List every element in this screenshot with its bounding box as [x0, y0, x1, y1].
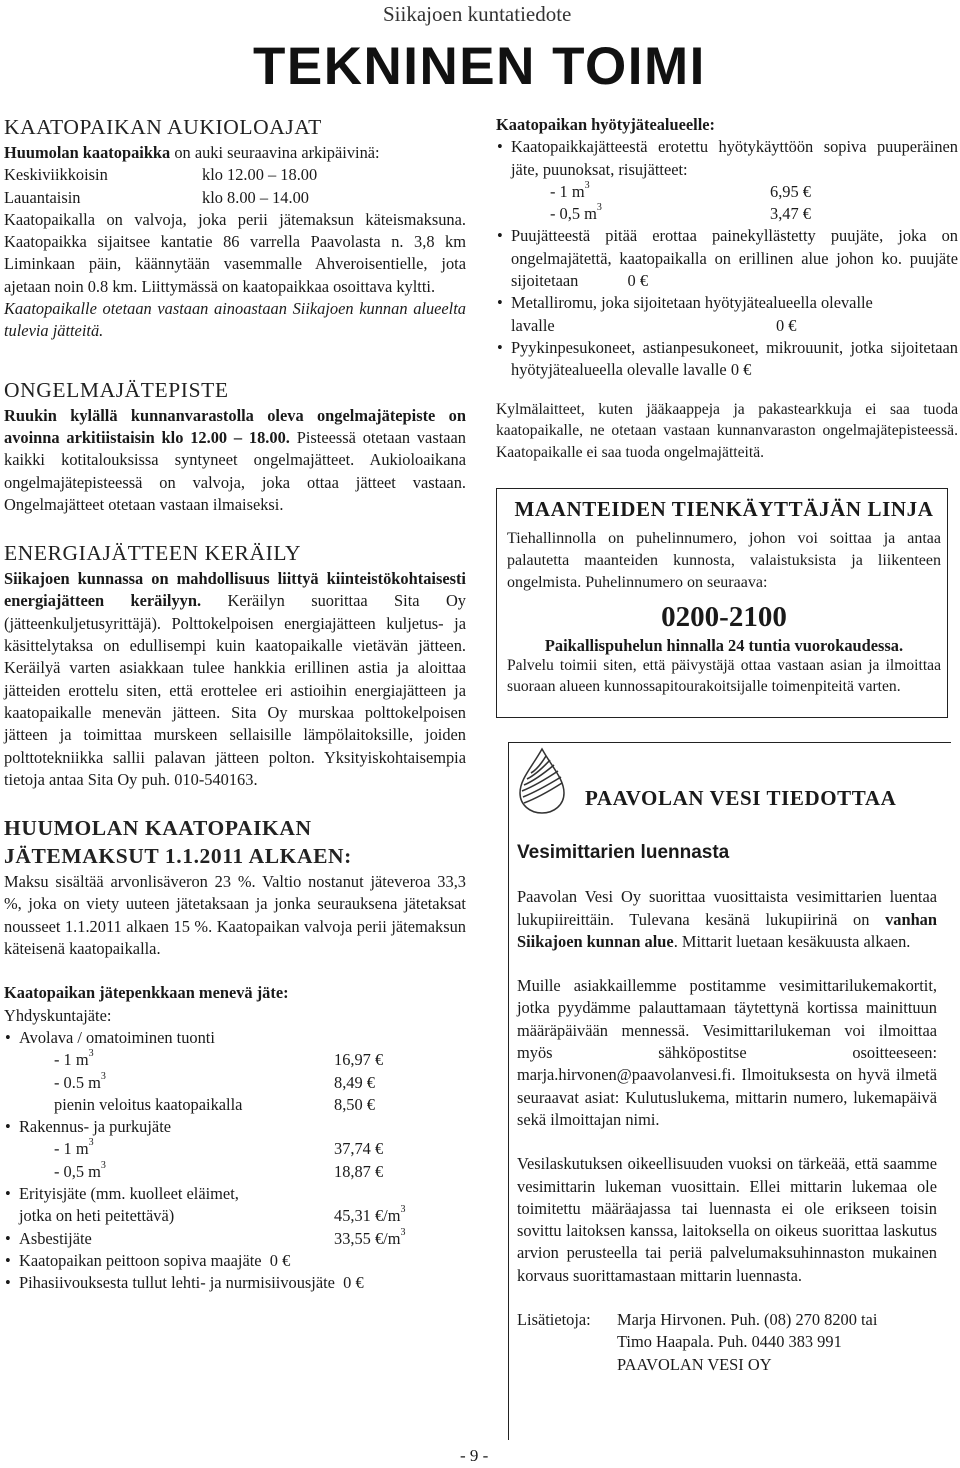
water-notice-paragraph: Muille asiakkaillemme postitamme vesimittarilukemakortit, jotka pyydämme palauttamaan täytettynä kortissa mainittuun määräpäivään mennessä. Vesimittarilukeman voi ilmoittaa myös sähköpostitse osoitteeseen: marja.hirvonen@paavolanvesi.fi. Ilmoituksesta on hyvä ilmetä seuraavat asiat: Kulutuslukema, mittarin numero, lukemapäivä sekä ilmoittajan nimi.	[517, 976, 937, 1129]
price-label: - 1 $m^3$	[550, 179, 590, 201]
price-row	[4, 1161, 466, 1183]
aukiolo-day-row	[4, 164, 466, 186]
energia-paragraph	[4, 568, 466, 791]
jatepenkka-title: Kaatopaikan jätepenkkaan menevä jäte:	[4, 983, 289, 1003]
water-notice-contact	[517, 1309, 937, 1376]
price-item-pihasiivous: • Pihasiivouksesta tullut lehti- ja nurmisiivousjäte 0 €	[4, 1272, 466, 1294]
price-row	[4, 1205, 466, 1227]
price-item-asbesti	[4, 1228, 466, 1250]
road-feedback-phone: 0200-2100	[661, 601, 787, 633]
price-item-rakennus: • Rakennus- ja purkujäte	[4, 1116, 466, 1138]
price-label: pienin veloitus kaatopaikalla	[54, 1094, 243, 1114]
price-value: 3,47 €	[770, 204, 811, 224]
aukiolo-lead	[4, 142, 466, 164]
aukiolo-time: klo 12.00 – 18.00	[202, 165, 318, 185]
contact-label: Lisätietoja:	[517, 1310, 591, 1330]
aukiolo-day: Lauantaisin	[4, 187, 81, 207]
page-title: TEKNINEN TOIMI	[253, 37, 706, 96]
aukiolo-lead-bold: Huumolan kaatopaikka	[4, 143, 171, 162]
contact-line: Timo Haapala. Puh. 0440 383 991	[617, 1332, 842, 1352]
section-title-maksut-2: JÄTEMAKSUT 1.1.2011 ALKAEN:	[4, 844, 352, 869]
water-notice-paragraph: Paavolan Vesi Oy suorittaa vuosittaista vesimittarien luentaa lukupiireittäin. Tulevana kesänä lukupiirinä on vanhan Siikajoen kunnan alue. Mittarit luetaan kesäkuusta alkaen.	[517, 887, 937, 951]
price-value: 37,74 €	[334, 1139, 384, 1159]
price-item-maajate: • Kaatopaikan peittoon sopiva maajäte 0 €	[4, 1250, 466, 1272]
price-label: - 1 $m^3$	[54, 1048, 94, 1070]
price-row	[4, 1049, 466, 1071]
section-title-ongelma: ONGELMAJÄTEPISTE	[4, 377, 229, 402]
hyotyjate-item: • Metalliromu, joka sijoitetaan hyötyjätealueella olevalle lavalle 0 €	[496, 292, 958, 337]
road-feedback-title: MAANTEIDEN TIENKÄYTTÄJÄN LINJA	[514, 497, 934, 521]
hyotyjate-item: • Puujätteestä pitää erottaa painekyllästetty puujäte, joka on ongelmajätettä, kaatopaikalla on erillinen alue johon ko. puujäte sijoitetaan 0 €	[496, 225, 958, 292]
price-label: jotka on heti peitettävä)	[19, 1206, 175, 1226]
page-number: - 9 -	[460, 1446, 489, 1465]
price-row	[496, 181, 958, 203]
price-row	[4, 1138, 466, 1160]
aukiolo-time: klo 8.00 – 14.00	[202, 187, 309, 207]
price-value: 8,50 €	[334, 1094, 375, 1114]
ongelma-paragraph	[4, 405, 466, 516]
ongelma-bold: Ruukin kylällä kunnanvarastolla oleva ongelmajätepiste on avoinna arkitiistaisin klo 12.00 – 18.00.	[4, 405, 466, 447]
contact-line: PAAVOLAN VESI OY	[617, 1354, 772, 1374]
water-notice-heading: Vesimittarien luennasta	[517, 842, 730, 863]
kylma-paragraph: Kylmälaitteet, kuten jääkaappeja ja pakastearkkuja ei saa tuoda kaatopaikalle, ne otetaan vastaan kunnanvaraston ongelmajätepisteessä. Kaatopaikalle ei saa tuoda ongelmajätteitä.	[496, 400, 958, 461]
price-value: 6,95 €	[770, 181, 811, 201]
price-label: - 1 $m^3$	[54, 1137, 94, 1159]
right-column	[496, 114, 958, 463]
maksut-paragraph: Maksu sisältää arvonlisäveron 23 %. Valtio nostanut jäteveroa 33,3 %, joka on viety uuteen jätetaksaan ja jonka seurauksena jätetaksat nousseet 1.1.2011 alkaen 15 %. Kaatopaikan valvoja perii jätemaksun käteisenä kaatopaikalla.	[4, 872, 466, 959]
aukiolo-paragraph: Kaatopaikalla on valvoja, joka perii jätemaksun käteismaksuna. Kaatopaikka sijaitsee kantatie 86 varrella Paavolasta n. 3,8 km Liminkaan päin, käännytään vasemmalle Ahveroisentielle, jota ajetaan noin 0.8 km. Liittymässä on kaatopaikkaa osoittava kyltti.	[4, 209, 466, 296]
aukiolo-day-row	[4, 187, 466, 209]
road-feedback-price-note: Paikallispuhelun hinnalla 24 tuntia vuorokaudessa.	[544, 636, 904, 655]
price-label: - 0,5 $m^3$	[54, 1159, 106, 1181]
price-row	[4, 1072, 466, 1094]
contact-line: Marja Hirvonen. Puh. (08) 270 8200 tai	[617, 1310, 878, 1330]
price-label: • Asbestijäte	[19, 1228, 92, 1248]
running-header: Siikajoen kuntatiedote	[383, 2, 572, 26]
price-value: 8,49 €	[334, 1072, 375, 1092]
jatepenkka-subtitle: Yhdyskuntajäte:	[4, 1005, 112, 1025]
drop-logo-icon	[506, 745, 578, 817]
section-title-maksut-1: HUUMOLAN KAATOPAIKAN	[4, 816, 312, 841]
aukiolo-lead-rest: on auki seuraavina arkipäivinä:	[170, 143, 380, 162]
price-value: 16,97 €	[334, 1050, 384, 1070]
price-label: - 0.5 $m^3$	[54, 1070, 106, 1092]
price-row	[4, 1094, 466, 1116]
aukiolo-note: Kaatopaikalle otetaan vastaan ainoastaan Siikajoen kunnan alueelta tulevia jätteitä.	[4, 299, 466, 341]
price-item-erityis: • Erityisjäte (mm. kuolleet eläimet,	[4, 1183, 466, 1205]
energia-rest: Keräilyn suorittaa Sita Oy (jätteenkuljetusyrittäjä). Polttokelpoisen energiajätteen kuljetus- ja käsittelytaksa on edullisempi kuin kaatopaikalle vietävän jätteen. Keräilyä varten asiakkaan tulee hankkia erillinen astia ja aloittaa jätteiden erottelu siten, että erottelee eri astioihin energiajätteen ja kaatopaikalle menevän jätteen. Sita Oy murskaa polttokelpoisen jätteen ja toimittaa murskeen sellaisille lämpölaitoksille, joiden polttotekniikka sallii palavan jätteen polton. Yksityiskohtaisempia tietoja antaa Sita Oy puh. 010-540163.	[4, 591, 466, 789]
road-feedback-box	[496, 488, 948, 718]
energia-bold: Siikajoen kunnassa on mahdollisuus liittyä kiinteistökohtaisesti energiajätteen keräilyyn.	[4, 569, 466, 611]
water-notice-title: PAAVOLAN VESI TIEDOTTAA	[585, 786, 897, 810]
left-column	[4, 114, 466, 1294]
hyotyjate-title: Kaatopaikan hyötyjätealueelle:	[496, 115, 715, 134]
price-value: 33,55 $€/m^3$	[334, 1226, 406, 1248]
price-label: - 0,5 $m^3$	[550, 202, 602, 224]
hyotyjate-item: • Pyykinpesukoneet, astianpesukoneet, mikrouunit, jotka sijoitetaan hyötyjätealueella olevalle lavalle 0 €	[496, 337, 958, 382]
road-feedback-small: Palvelu toimii siten, että päivystäjä ottaa vastaan asian ja ilmoittaa suoraan alueen kunnossapitourakoitsijalle toimenpiteitä varten.	[507, 657, 941, 695]
section-title-energia: ENERGIAJÄTTEEN KERÄILY	[4, 541, 302, 566]
ongelma-rest: Pisteessä otetaan vastaan kaikki kotitalouksissa syntyneet ongelmajätteet. Aukioloaikana ongelmajätepisteessä on valvoja, joka ottaa jätteet vastaan. Ongelmajätteet otetaan vastaan ilmaiseksi.	[4, 427, 467, 514]
price-row	[496, 203, 958, 225]
section-title-aukiolo: KAATOPAIKAN AUKIOLOAJAT	[4, 115, 322, 139]
water-notice-body	[517, 842, 937, 1376]
price-item-avolava: • Avolava / omatoiminen tuonti	[4, 1027, 466, 1049]
road-feedback-paragraph: Tiehallinnolla on puhelinnumero, johon voi soittaa ja antaa palautetta maanteiden kunnosta, valaistuksista ja liikenteen ongelmista. Puhelinnumero on seuraava:	[507, 530, 941, 591]
hyotyjate-item: • Kaatopaikkajätteestä erotettu hyötykäyttöön sopiva puuperäinen jäte, puunoksat, risujätteet:	[496, 136, 958, 181]
price-value: 18,87 €	[334, 1161, 384, 1181]
price-value: 45,31 $€/m^3$	[334, 1204, 406, 1226]
aukiolo-day: Keskiviikkoisin	[4, 165, 108, 185]
water-notice-paragraph: Vesilaskutuksen oikeellisuuden vuoksi on tärkeää, että saamme vesimittarin lukeman vuosittain. Ellei mittarin lukemaa ole toimitettu määräajassa tai luennasta ei ole erikseen toisin sovittu laitoksen kanssa, laitoksella on oikeus suorittaa laskutus arvion perusteella tai periä palvelumaksuhinnaston mukainen korvaus suorittamastaan mittarin luennasta.	[517, 1154, 937, 1285]
